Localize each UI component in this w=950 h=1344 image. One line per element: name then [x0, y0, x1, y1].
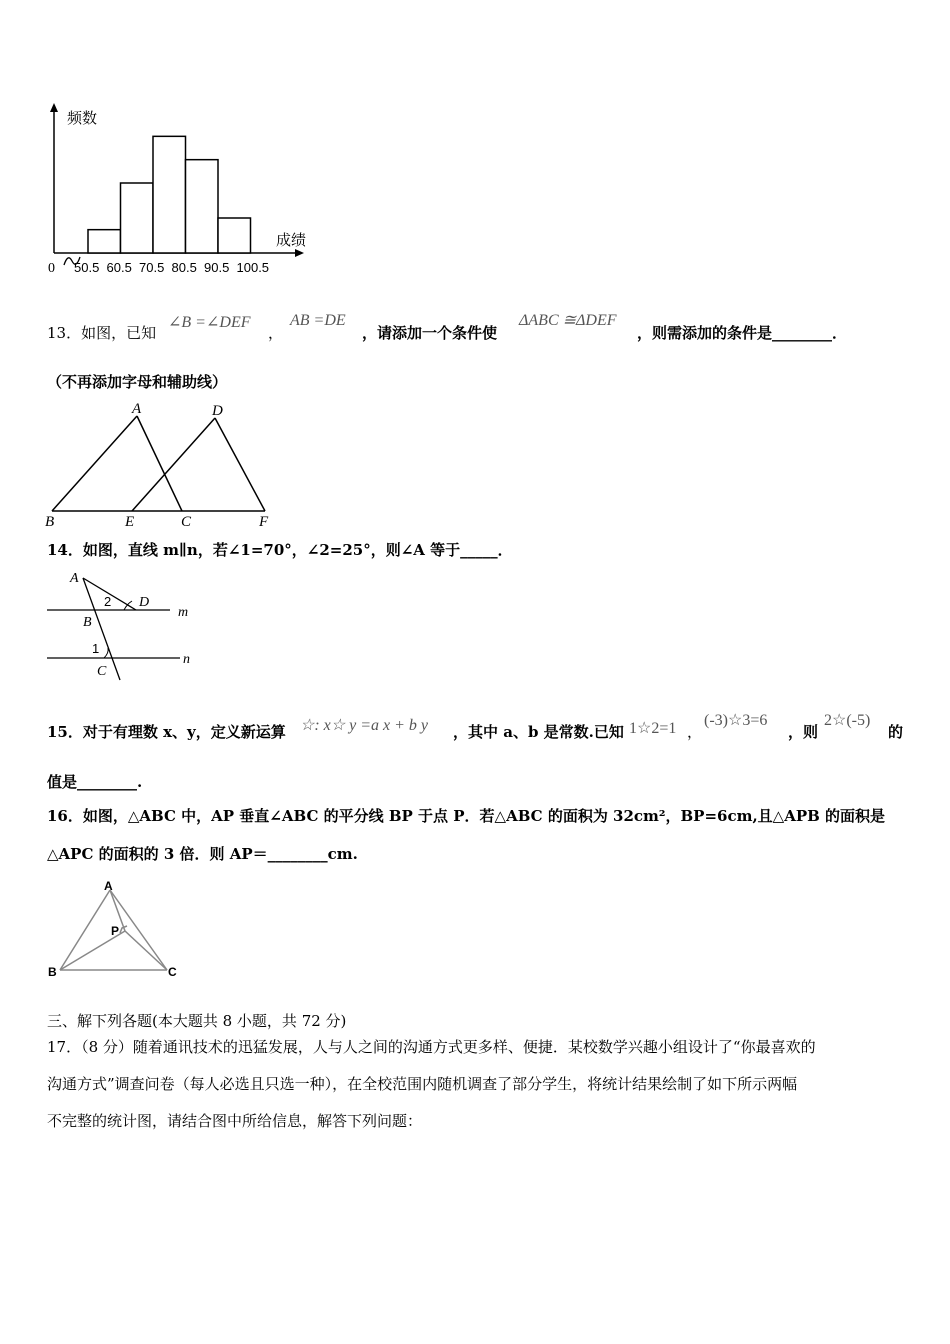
y-axis-arrow: [50, 103, 58, 112]
histogram-bar: [153, 136, 186, 253]
q13-mid: ，请添加一个条件使: [362, 324, 498, 342]
q15-ask: 2☆(-5): [824, 712, 871, 729]
point-f-label: F: [259, 514, 269, 530]
q14-point-a: A: [70, 571, 79, 586]
q16-point-a: A: [104, 879, 113, 893]
q13-note: （不再添加字母和辅助线）: [47, 373, 228, 391]
histogram-bar: [186, 160, 219, 253]
q16-triangle-figure: [40, 876, 190, 986]
q16-line2: △APC 的面积的 3 倍．则 AP＝________cm.: [47, 845, 358, 863]
q15-de: 的: [888, 723, 904, 741]
point-e-label: E: [125, 514, 135, 530]
histogram-bar: [88, 230, 121, 253]
q14-parallel-lines-figure: [40, 565, 210, 685]
q16-point-b: B: [48, 965, 57, 979]
q15-prefix: 15．对于有理数 x、y，定义新运算: [47, 723, 286, 741]
point-b-label: B: [45, 514, 55, 530]
q15-op: ☆: x☆ y =a x + b y: [300, 717, 429, 734]
q13-comma: ，: [268, 324, 284, 342]
x-tick-label: 70.5: [139, 260, 165, 275]
x-tick-label: 60.5: [106, 260, 132, 275]
q13-line: [47, 323, 156, 343]
q13-triangles-figure: [40, 398, 280, 530]
q14-line-m: m: [178, 605, 189, 620]
histogram-figure: [40, 95, 330, 280]
x-axis-label: 成绩: [276, 232, 307, 249]
x-tick-label: 50.5: [74, 260, 100, 275]
q16-point-p: P: [111, 924, 120, 938]
histogram-bar: [121, 183, 154, 253]
q13-given1: ∠B =∠DEF: [168, 314, 251, 331]
q17-line1: 17．（8 分）随着通讯技术的迅猛发展，人与人之间的沟通方式更多样、便捷．某校数学兴趣小组设计了“你最喜欢的: [47, 1038, 816, 1056]
q13-prefix: 13．如图，已知: [47, 324, 157, 342]
point-c-label: C: [181, 514, 192, 530]
section3-title: 三、解下列各题(本大题共 8 小题，共 72 分): [47, 1012, 347, 1030]
q15-comma: ，: [687, 723, 703, 741]
q17-line2: 沟通方式”调查问卷（每人必选且只选一种），在全校范围内随机调查了部分学生，将统计结果绘制了如下所示两幅: [47, 1075, 798, 1093]
x-tick-label: 90.5: [204, 260, 230, 275]
x-tick-label: 100.5: [236, 260, 270, 275]
q15-known1: 1☆2=1: [629, 720, 677, 737]
q14-angle-2: 2: [104, 594, 112, 609]
x-tick-label: 80.5: [171, 260, 197, 275]
q14-point-b: B: [83, 615, 92, 630]
q14-line-n: n: [183, 652, 190, 667]
x-axis-arrow: [295, 249, 304, 257]
q13-suffix: ，则需添加的条件是________．: [637, 324, 848, 342]
q13-goal: ΔABC ≅ΔDEF: [519, 312, 617, 329]
q17-line3: 不完整的统计图，请结合图中所给信息，解答下列问题：: [47, 1112, 423, 1130]
y-axis-label: 频数: [67, 110, 98, 127]
histogram-bar: [218, 218, 251, 253]
q15-line2: 值是________.: [47, 773, 143, 791]
q15-then: ，则: [788, 723, 819, 741]
q13-given2: AB =DE: [290, 312, 346, 329]
origin-label: 0: [48, 261, 55, 276]
q16-point-c: C: [168, 965, 177, 979]
q15-known2: (-3)☆3=6: [704, 712, 768, 729]
point-d-label: D: [212, 403, 223, 419]
q15-mid: ，其中 a、b 是常数.已知: [453, 723, 624, 741]
point-a-label: A: [132, 401, 142, 417]
q14-angle-1: 1: [92, 641, 100, 656]
q14-point-c: C: [97, 664, 107, 679]
q16-line1: 16．如图，△ABC 中，AP 垂直∠ABC 的平分线 BP 于点 P．若△ABC 的面积为 32cm²，BP=6cm,且△APB 的面积是: [47, 807, 886, 825]
q14-point-d: D: [139, 595, 150, 610]
q14-text: 14．如图，直线 m∥n，若∠1=70°，∠2=25°，则∠A 等于_____．: [47, 541, 513, 559]
